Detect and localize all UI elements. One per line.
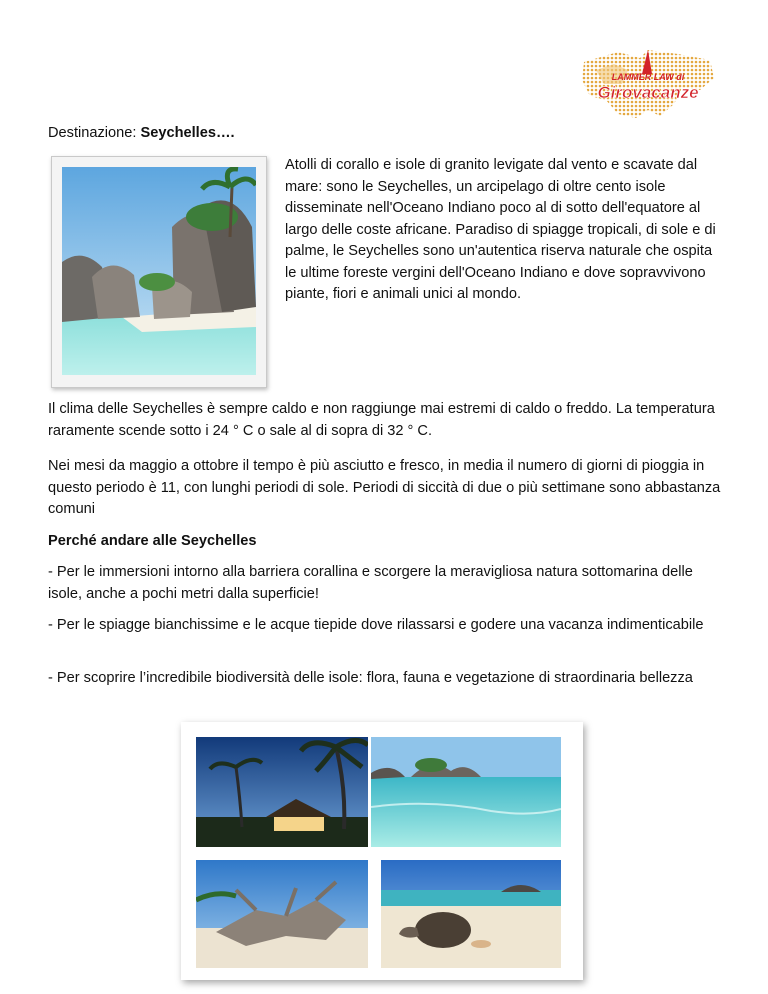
logo-line1: LAMMER LAW di <box>611 72 685 82</box>
why-heading-text: Perché andare alle Seychelles <box>48 533 257 549</box>
photo-collage <box>181 722 583 980</box>
seychelles-rocks-photo <box>51 156 267 388</box>
company-logo <box>578 44 718 122</box>
destination-value: Seychelles…. <box>140 125 235 141</box>
driftwood-beach-photo <box>196 860 368 968</box>
why-heading <box>48 531 257 553</box>
reason-diving: - Per le immersioni intorno alla barriera corallina e scorgere la meravigliosa natura sottomarina delle isole, anche a pochi metri dalla superficie! <box>48 564 693 602</box>
logo-line2: Girovacanze <box>597 83 699 102</box>
months-paragraph: Nei mesi da maggio a ottobre il tempo è più asciutto e fresco, in media il numero di giorni di pioggia in questo periodo è 11, con lunghi periodi di sole. Periodi di siccità di due o più settimane sono abbastanza comuni <box>48 458 721 517</box>
climate-paragraph: Il clima delle Seychelles è sempre caldo e non raggiunge mai estremi di caldo o freddo. La temperatura raramente scende sotto i 24 ° C o sale al di sopra di 32 ° C. <box>48 401 715 439</box>
reason-beaches: - Per le spiagge bianchissime e le acque tiepide dove rilassarsi e godere una vacanza indimenticabile <box>48 617 704 633</box>
turquoise-sea-photo <box>371 737 561 847</box>
resort-palms-photo <box>196 737 368 847</box>
tortoise-beach-photo <box>381 860 561 968</box>
intro-paragraph: Atolli di corallo e isole di granito levigate dal vento e scavate dal mare: sono le Seychelles, un arcipelago di oltre cento isole disseminate nell'Oceano Indiano poco al di sotto dell'equatore al largo delle coste africane. Paradiso di spiagge tropicali, di sole e di palme, le Seychelles sono un'autentica riserva naturale che ospita le ultime foreste vergini dell'Oceano Indiano e dove sopravvivono piante, fiori e animali unici al mondo. <box>285 157 716 302</box>
reason-biodiversity: - Per scoprire l’incredibile biodiversità delle isole: flora, fauna e vegetazione di straordinaria bellezza <box>48 670 693 686</box>
destination-label: Destinazione: <box>48 125 137 141</box>
destination-line <box>48 123 235 145</box>
